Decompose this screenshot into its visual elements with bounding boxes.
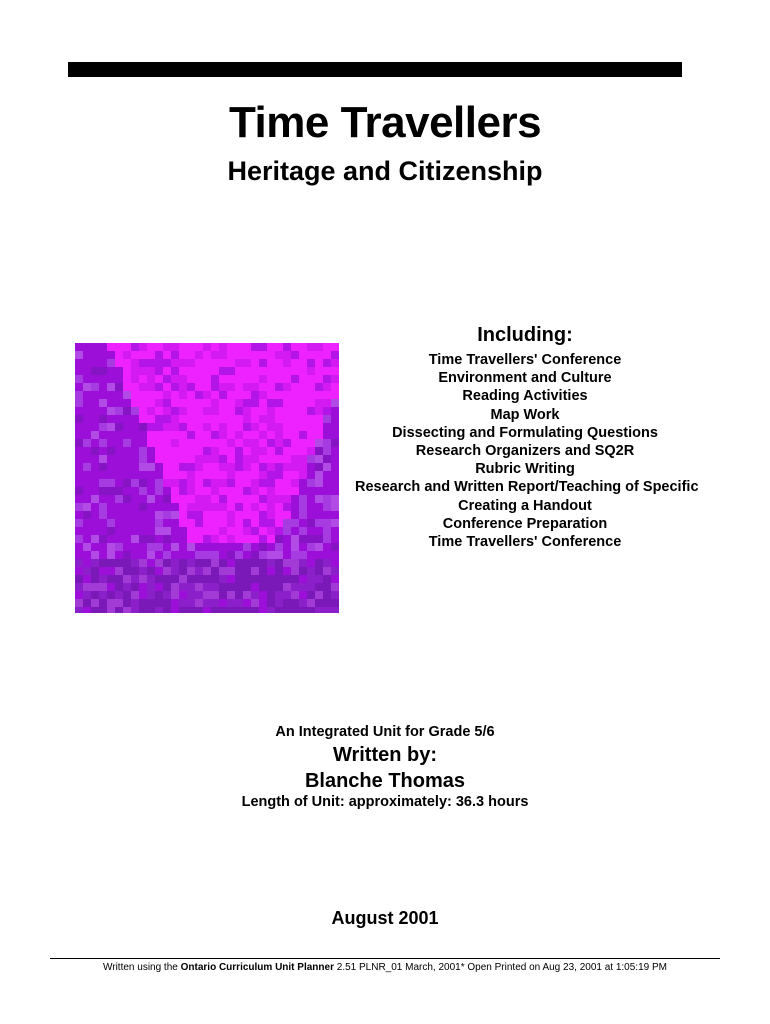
cover-image bbox=[75, 343, 339, 613]
including-list bbox=[355, 351, 699, 551]
unit-description: An Integrated Unit for Grade 5/6 bbox=[275, 724, 495, 740]
list-item: Conference Preparation bbox=[442, 515, 608, 532]
footer-planner: Ontario Curriculum Unit Planner bbox=[180, 962, 334, 973]
list-item: Rubric Writing bbox=[475, 461, 575, 478]
footer-rule bbox=[50, 958, 720, 959]
page-title: Time Travellers bbox=[228, 98, 542, 147]
list-item: Reading Activities bbox=[462, 388, 588, 405]
author-name: Blanche Thomas bbox=[304, 770, 466, 792]
list-item: Environment and Culture bbox=[438, 370, 612, 387]
list-item: Map Work bbox=[490, 406, 560, 423]
list-item: Time Travellers' Conference bbox=[428, 534, 622, 551]
list-item: Time Travellers' Conference bbox=[428, 352, 622, 368]
list-item: Research Organizers and SQ2R bbox=[415, 443, 635, 460]
unit-length: Length of Unit: approximately: 36.3 hours bbox=[241, 794, 529, 810]
list-item: Dissecting and Formulating Questions bbox=[392, 424, 658, 441]
including-section bbox=[355, 324, 699, 551]
page-subtitle: Heritage and Citizenship bbox=[227, 156, 543, 186]
list-item: Creating a Handout bbox=[458, 497, 592, 514]
footer-suffix: 2.51 PLNR_01 March, 2001* Open Printed on Aug 23, 2001 at 1:05:19 PM bbox=[333, 962, 667, 973]
list-item: Research and Written Report/Teaching of Specific bbox=[355, 479, 699, 496]
footer-text bbox=[0, 962, 770, 973]
including-heading: Including: bbox=[477, 324, 573, 346]
header-rule bbox=[68, 62, 682, 77]
written-by-label: Written by: bbox=[332, 744, 438, 766]
footer-prefix: Written using the bbox=[102, 962, 181, 973]
publication-date: August 2001 bbox=[331, 908, 439, 928]
